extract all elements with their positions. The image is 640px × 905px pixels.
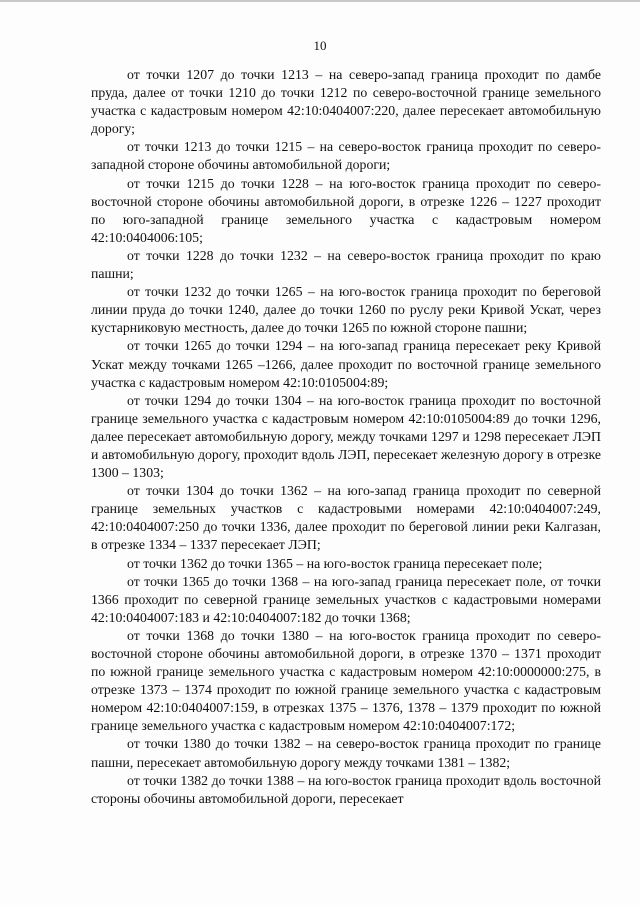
paragraph: от точки 1368 до точки 1380 – на юго-восток граница проходит по северо-восточной стороне обочины автомобильной дороги, в отрезке 1370 – 1371 проходит по южной границе земельного участка с кадастровым номером 42:10:0000000:275, в отрезке 1373 – 1374 проходит по южной границе земельного участка с кадастровым номером 42:10:0404007:159, в отрезках 1375 – 1376, 1378 – 1379 проходит по южной границе земельного участка с кадастровым номером 42:10:0404007:172; bbox=[91, 627, 601, 734]
paragraph: от точки 1294 до точки 1304 – на юго-восток граница проходит по восточной границе земельного участка с кадастровым номером 42:10:0105004:89 до точки 1296, далее пересекает автомобильную дорогу, между точками 1297 и 1298 пересекает ЛЭП и автомобильную дорогу, проходит вдоль ЛЭП, пересекает железную дорогу в отрезке 1300 – 1303; bbox=[91, 392, 601, 481]
paragraph: от точки 1365 до точки 1368 – на юго-запад граница пересекает поле, от точки 1366 проходит по северной границе земельных участков с кадастровыми номерами 42:10:0404007:183 и 42:10:0404007:182 до точки 1368; bbox=[91, 573, 601, 625]
paragraph: от точки 1380 до точки 1382 – на северо-восток граница проходит по границе пашни, пересекает автомобильную дорогу между точками 1381 – 1382; bbox=[91, 736, 601, 770]
paragraph: от точки 1304 до точки 1362 – на юго-запад граница проходит по северной границе земельных участков с кадастровыми номерами 42:10:0404007:249, 42:10:0404007:250 до точки 1336, далее проходит по береговой линии реки Калгазан, в отрезке 1334 – 1337 пересекает ЛЭП; bbox=[91, 483, 601, 553]
paragraph: от точки 1215 до точки 1228 – на юго-восток граница проходит по северо-восточной стороне обочины автомобильной дороги, в отрезке 1226 – 1227 проходит по юго-западной границе земельного участка с кадастровым номером 42:10:0404006:105; bbox=[91, 175, 601, 245]
paragraph: от точки 1232 до точки 1265 – на юго-восток граница проходит по береговой линии пруда до точки 1240, далее до точки 1260 по руслу реки Кривой Ускат, через кустарниковую местность, далее до точки 1265 по южной стороне пашни; bbox=[91, 284, 601, 336]
page-top-edge bbox=[0, 0, 640, 2]
document-body bbox=[91, 66, 601, 808]
paragraph: от точки 1362 до точки 1365 – на юго-восток граница пересекает поле; bbox=[127, 555, 543, 571]
paragraph: от точки 1207 до точки 1213 – на северо-запад граница проходит по дамбе пруда, далее от точки 1210 до точки 1212 по северо-восточной границе земельного участка с кадастровым номером 42:10:0404007:220, далее пересекает автомобильную дорогу; bbox=[91, 67, 601, 137]
paragraph: от точки 1228 до точки 1232 – на северо-восток граница проходит по краю пашни; bbox=[91, 247, 601, 282]
page-number: 10 bbox=[313, 38, 327, 53]
paragraph: от точки 1213 до точки 1215 – на северо-восток граница проходит по северо-западной стороне обочины автомобильной дороги; bbox=[91, 139, 601, 173]
paragraph: от точки 1265 до точки 1294 – на юго-запад граница пересекает реку Кривой Ускат между точками 1265 –1266, далее проходит по восточной границе земельного участка с кадастровым номером 42:10:0105004:89; bbox=[91, 338, 601, 390]
paragraph: от точки 1382 до точки 1388 – на юго-восток граница проходит вдоль восточной стороны обочины автомобильной дороги, пересекает bbox=[91, 772, 601, 806]
